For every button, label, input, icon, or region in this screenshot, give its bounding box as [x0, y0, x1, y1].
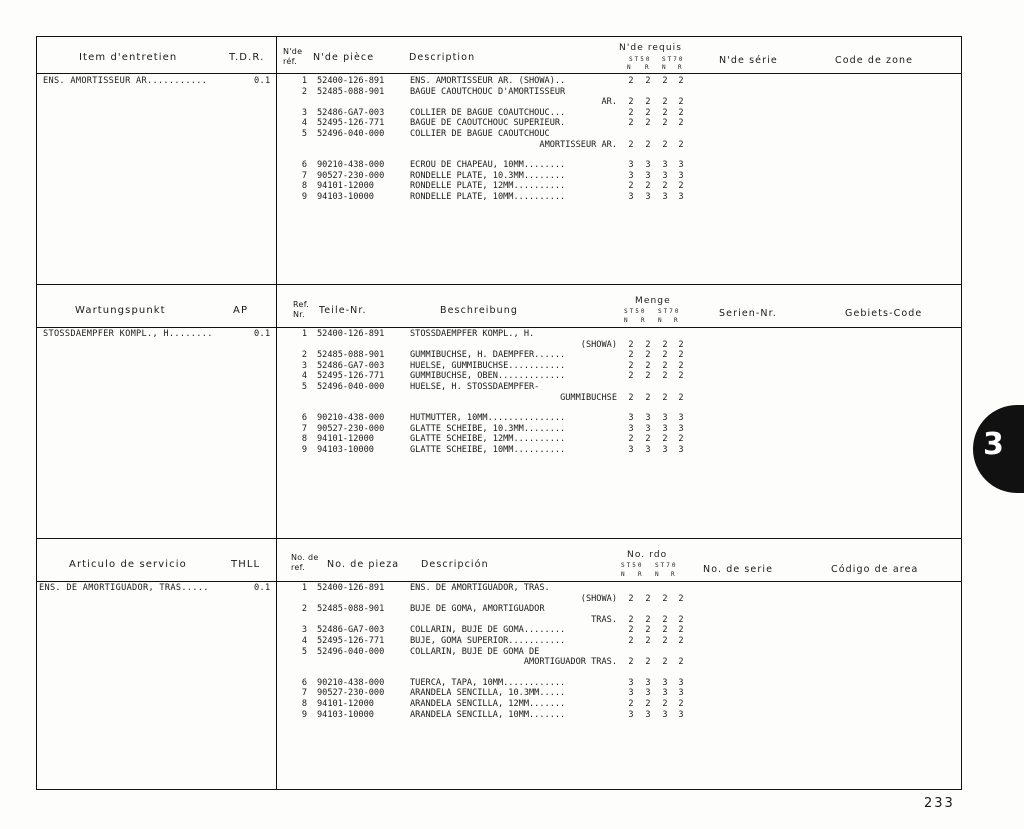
- part-description: BAGUE DE CAOUTCHOUC SUPERIEUR.: [410, 118, 566, 129]
- quantity-cell: 2: [628, 97, 634, 108]
- quantity-cell: 2: [662, 97, 668, 108]
- quantity-cell: 3: [678, 160, 684, 171]
- quantity-cell: 2: [645, 76, 651, 86]
- ref-number: 8: [301, 434, 307, 445]
- header-model-st50: ST50: [624, 308, 647, 315]
- header-code-r1: R: [645, 64, 651, 71]
- header-desc-label: Beschreibung: [440, 305, 519, 316]
- part-number: 52485-088-901: [317, 86, 385, 97]
- maintenance-value: 0.1: [254, 329, 271, 339]
- quantity-cell: 2: [678, 593, 684, 604]
- part-number: 52400-126-891: [317, 583, 385, 593]
- quantity-cell: 2: [645, 181, 651, 192]
- quantity-cell: 3: [628, 170, 634, 181]
- column-divider: [276, 37, 277, 789]
- header-code-r1: R: [638, 571, 644, 578]
- part-description: TUERCA, TAPA, 10MM............: [410, 677, 566, 688]
- quantity-cell: 2: [662, 139, 668, 150]
- ref-number: 6: [301, 413, 307, 424]
- quantity-cell: 2: [645, 593, 651, 604]
- part-description: GLATTE SCHEIBE, 10MM..........: [410, 444, 566, 455]
- quantity-cell: 2: [645, 360, 651, 371]
- quantity-cell: 3: [678, 413, 684, 424]
- part-description: TRAS.: [591, 614, 617, 625]
- header-ref-label-2: réf.: [283, 57, 298, 66]
- header-serial-label: Serien-Nr.: [719, 308, 777, 319]
- quantity-cell: 2: [645, 635, 651, 646]
- ref-number: 2: [301, 350, 307, 361]
- quantity-cell: 3: [678, 709, 684, 720]
- quantity-cell: 2: [628, 360, 634, 371]
- quantity-cell: 3: [645, 423, 651, 434]
- part-description: AR.: [601, 97, 617, 108]
- header-part-label: Teile-Nr.: [319, 305, 367, 316]
- quantity-cell: 2: [645, 657, 651, 668]
- part-description: ARANDELA SENCILLA, 10.3MM.....: [410, 688, 566, 699]
- quantity-cell: 2: [678, 181, 684, 192]
- header-code-r1: R: [641, 317, 647, 324]
- quantity-cell: 2: [678, 350, 684, 361]
- header-separator-es: [37, 581, 961, 582]
- ref-number: 6: [301, 160, 307, 171]
- header-code-n1: N: [627, 64, 633, 71]
- quantity-cell: 2: [662, 657, 668, 668]
- part-description: HUELSE, GUMMIBUCHSE...........: [410, 360, 566, 371]
- quantity-cell: 3: [628, 160, 634, 171]
- ref-number: 7: [301, 170, 307, 181]
- header-desc-label: Descripción: [421, 559, 489, 570]
- part-description: (SHOWA): [580, 593, 617, 604]
- quantity-cell: 2: [628, 698, 634, 709]
- quantity-cell: 3: [662, 444, 668, 455]
- part-number: 52495-126-771: [317, 118, 385, 129]
- header-part-label: N'de pièce: [313, 52, 375, 63]
- quantity-cell: 3: [662, 677, 668, 688]
- part-description: COLLIER DE BAGUE CAOUTCHOUC: [410, 128, 550, 139]
- header-desc-label: Description: [409, 52, 476, 63]
- quantity-cell: 3: [628, 413, 634, 424]
- quantity-cell: 3: [645, 709, 651, 720]
- header-separator-fr: [37, 73, 961, 74]
- header-model-st50: ST50: [629, 56, 652, 63]
- header-zone-label: Código de area: [831, 564, 919, 575]
- part-number: 94101-12000: [317, 434, 374, 445]
- part-number: 52486-GA7-003: [317, 625, 385, 636]
- quantity-cell: 2: [662, 614, 668, 625]
- quantity-cell: 2: [662, 434, 668, 445]
- part-description: ECROU DE CHAPEAU, 10MM........: [410, 160, 566, 171]
- part-description: BUJE, GOMA SUPERIOR...........: [410, 635, 566, 646]
- header-code-r2: R: [671, 571, 677, 578]
- part-description: ENS. AMORTISSEUR AR. (SHOWA)..: [410, 76, 566, 86]
- part-number: 52485-088-901: [317, 604, 385, 615]
- header-qty-label: No. rdo: [627, 550, 668, 560]
- quantity-cell: 2: [628, 434, 634, 445]
- part-number: 94103-10000: [317, 191, 374, 202]
- quantity-cell: 3: [678, 191, 684, 202]
- quantity-cell: 2: [678, 139, 684, 150]
- part-description: GLATTE SCHEIBE, 10.3MM........: [410, 423, 566, 434]
- part-number: 52400-126-891: [317, 329, 385, 339]
- quantity-cell: 2: [662, 118, 668, 129]
- quantity-cell: 2: [662, 593, 668, 604]
- ref-number: 8: [301, 698, 307, 709]
- part-description: ARANDELA SENCILLA, 12MM.......: [410, 698, 566, 709]
- quantity-cell: 3: [678, 688, 684, 699]
- quantity-cell: 2: [645, 392, 651, 403]
- header-ref-label-1: No. de: [291, 553, 319, 562]
- quantity-cell: 2: [678, 392, 684, 403]
- quantity-cell: 2: [645, 371, 651, 382]
- part-description: GUMMIBUCHSE, H. DAEMPFER......: [410, 350, 566, 361]
- quantity-cell: 2: [628, 614, 634, 625]
- part-number: 90527-230-000: [317, 423, 385, 434]
- header-code-r2: R: [678, 64, 684, 71]
- part-number: 52485-088-901: [317, 350, 385, 361]
- quantity-cell: 3: [662, 709, 668, 720]
- part-number: 94103-10000: [317, 444, 374, 455]
- maintenance-value: 0.1: [254, 583, 271, 593]
- quantity-cell: 3: [662, 170, 668, 181]
- ref-number: 6: [301, 677, 307, 688]
- header-part-label: No. de pieza: [327, 559, 400, 570]
- quantity-cell: 3: [678, 677, 684, 688]
- quantity-cell: 3: [628, 191, 634, 202]
- quantity-cell: 3: [645, 170, 651, 181]
- quantity-cell: 3: [628, 688, 634, 699]
- quantity-cell: 3: [662, 423, 668, 434]
- header-code-n1: N: [621, 571, 627, 578]
- part-number: 52400-126-891: [317, 76, 385, 86]
- part-number: 52486-GA7-003: [317, 360, 385, 371]
- part-number: 90210-438-000: [317, 677, 385, 688]
- quantity-cell: 2: [645, 118, 651, 129]
- ref-number: 4: [301, 118, 307, 129]
- header-tdr-label: THLL: [231, 559, 261, 570]
- maintenance-item: ENS. DE AMORTIGUADOR, TRAS.....: [39, 583, 209, 593]
- quantity-cell: 3: [678, 444, 684, 455]
- quantity-cell: 2: [628, 392, 634, 403]
- chapter-tab: [973, 405, 1024, 493]
- ref-number: 3: [301, 360, 307, 371]
- quantity-cell: 2: [645, 350, 651, 361]
- part-description: STOSSDAEMPFER KOMPL., H.: [410, 329, 535, 339]
- header-maint-label: Wartungspunkt: [75, 305, 166, 316]
- header-model-st70: ST70: [658, 308, 681, 315]
- quantity-cell: 2: [628, 139, 634, 150]
- ref-number: 5: [301, 381, 307, 392]
- ref-number: 3: [301, 107, 307, 118]
- quantity-cell: 2: [678, 657, 684, 668]
- part-description: RONDELLE PLATE, 12MM..........: [410, 181, 566, 192]
- header-zone-label: Code de zone: [835, 55, 914, 66]
- quantity-cell: 3: [662, 160, 668, 171]
- part-number: 94101-12000: [317, 181, 374, 192]
- quantity-cell: 2: [678, 339, 684, 350]
- ref-number: 2: [301, 86, 307, 97]
- part-description: COLLARIN, BUJE DE GOMA........: [410, 625, 566, 636]
- part-number: 52495-126-771: [317, 371, 385, 382]
- ref-number: 1: [301, 76, 307, 86]
- chapter-number: 3: [983, 427, 1004, 462]
- quantity-cell: 2: [662, 392, 668, 403]
- quantity-cell: 2: [645, 339, 651, 350]
- quantity-cell: 3: [662, 413, 668, 424]
- maintenance-item: ENS. AMORTISSEUR AR...........: [43, 76, 208, 86]
- quantity-cell: 2: [628, 181, 634, 192]
- part-description: HUELSE, H. STOSSDAEMPFER-: [410, 381, 540, 392]
- quantity-cell: 3: [645, 191, 651, 202]
- part-number: 52496-040-000: [317, 128, 385, 139]
- quantity-cell: 2: [678, 635, 684, 646]
- section-divider-es: [37, 538, 961, 539]
- ref-number: 5: [301, 646, 307, 657]
- part-description: COLLARIN, BUJE DE GOMA DE: [410, 646, 540, 657]
- ref-number: 3: [301, 625, 307, 636]
- quantity-cell: 3: [678, 170, 684, 181]
- header-serial-label: No. de serie: [703, 564, 774, 575]
- parts-table-frame: [36, 36, 962, 790]
- ref-number: 7: [301, 423, 307, 434]
- quantity-cell: 2: [628, 107, 634, 118]
- quantity-cell: 2: [628, 635, 634, 646]
- quantity-cell: 2: [628, 118, 634, 129]
- quantity-cell: 2: [662, 635, 668, 646]
- header-separator-de: [37, 327, 961, 328]
- quantity-cell: 3: [645, 160, 651, 171]
- maintenance-item: STOSSDAEMPFER KOMPL., H........: [43, 329, 213, 339]
- ref-number: 2: [301, 604, 307, 615]
- quantity-cell: 3: [628, 677, 634, 688]
- quantity-cell: 2: [662, 371, 668, 382]
- part-number: 94103-10000: [317, 709, 374, 720]
- part-description: RONDELLE PLATE, 10MM..........: [410, 191, 566, 202]
- quantity-cell: 3: [662, 191, 668, 202]
- maintenance-value: 0.1: [254, 76, 271, 86]
- ref-number: 9: [301, 709, 307, 720]
- header-ref-label-1: N'de: [283, 47, 303, 56]
- quantity-cell: 3: [662, 688, 668, 699]
- quantity-cell: 2: [645, 614, 651, 625]
- quantity-cell: 2: [628, 657, 634, 668]
- header-maint-label: Articulo de servicio: [69, 559, 187, 570]
- quantity-cell: 2: [645, 107, 651, 118]
- part-number: 52496-040-000: [317, 646, 385, 657]
- header-ref-label-2: Nr.: [293, 310, 305, 319]
- section-divider-de: [37, 284, 961, 285]
- header-tdr-label: T.D.R.: [229, 52, 265, 63]
- part-description: BUJE DE GOMA, AMORTIGUADOR: [410, 604, 545, 615]
- quantity-cell: 2: [662, 76, 668, 86]
- quantity-cell: 2: [628, 625, 634, 636]
- part-number: 90527-230-000: [317, 688, 385, 699]
- part-description: GUMMIBUCHSE: [560, 392, 617, 403]
- ref-number: 9: [301, 444, 307, 455]
- quantity-cell: 2: [678, 625, 684, 636]
- quantity-cell: 2: [678, 360, 684, 371]
- part-description: AMORTISSEUR AR.: [539, 139, 617, 150]
- quantity-cell: 2: [662, 625, 668, 636]
- ref-number: 7: [301, 688, 307, 699]
- quantity-cell: 2: [678, 107, 684, 118]
- quantity-cell: 2: [628, 371, 634, 382]
- header-tdr-label: AP: [233, 305, 249, 316]
- quantity-cell: 2: [645, 97, 651, 108]
- quantity-cell: 3: [645, 688, 651, 699]
- quantity-cell: 2: [645, 139, 651, 150]
- quantity-cell: 2: [678, 614, 684, 625]
- part-number: 90210-438-000: [317, 160, 385, 171]
- part-description: (SHOWA): [580, 339, 617, 350]
- part-description: RONDELLE PLATE, 10.3MM........: [410, 170, 566, 181]
- header-code-n1: N: [624, 317, 630, 324]
- ref-number: 1: [301, 329, 307, 339]
- quantity-cell: 3: [645, 677, 651, 688]
- ref-number: 4: [301, 635, 307, 646]
- header-zone-label: Gebiets-Code: [845, 308, 923, 319]
- quantity-cell: 2: [678, 118, 684, 129]
- header-ref-label-2: ref.: [291, 563, 306, 572]
- ref-number: 4: [301, 371, 307, 382]
- part-number: 94101-12000: [317, 698, 374, 709]
- part-number: 52495-126-771: [317, 635, 385, 646]
- quantity-cell: 2: [678, 371, 684, 382]
- ref-number: 9: [301, 191, 307, 202]
- header-code-r2: R: [674, 317, 680, 324]
- ref-number: 8: [301, 181, 307, 192]
- header-qty-label: Menge: [635, 296, 671, 306]
- part-number: 52496-040-000: [317, 381, 385, 392]
- header-code-n2: N: [662, 64, 668, 71]
- part-description: GLATTE SCHEIBE, 12MM..........: [410, 434, 566, 445]
- part-description: ENS. DE AMORTIGUADOR, TRAS.: [410, 583, 550, 593]
- quantity-cell: 2: [662, 360, 668, 371]
- header-model-st50: ST50: [621, 562, 644, 569]
- quantity-cell: 2: [662, 350, 668, 361]
- ref-number: 5: [301, 128, 307, 139]
- quantity-cell: 2: [662, 181, 668, 192]
- header-serial-label: N'de série: [719, 55, 778, 66]
- quantity-cell: 2: [628, 339, 634, 350]
- header-qty-label: N'de requis: [619, 43, 683, 53]
- part-number: 52486-GA7-003: [317, 107, 385, 118]
- header-maint-label: Item d'entretien: [79, 52, 178, 63]
- quantity-cell: 3: [645, 413, 651, 424]
- quantity-cell: 2: [645, 698, 651, 709]
- quantity-cell: 3: [628, 444, 634, 455]
- header-model-st70: ST70: [655, 562, 678, 569]
- page-number: 233: [924, 796, 955, 811]
- part-description: AMORTIGUADOR TRAS.: [523, 657, 617, 668]
- quantity-cell: 2: [662, 698, 668, 709]
- header-ref-label-1: Ref.: [293, 300, 310, 309]
- quantity-cell: 2: [628, 593, 634, 604]
- quantity-cell: 2: [645, 434, 651, 445]
- quantity-cell: 2: [678, 698, 684, 709]
- quantity-cell: 3: [678, 423, 684, 434]
- part-description: BAGUE CAOUTCHOUC D'AMORTISSEUR: [410, 86, 566, 97]
- quantity-cell: 2: [662, 107, 668, 118]
- quantity-cell: 3: [628, 709, 634, 720]
- quantity-cell: 3: [628, 423, 634, 434]
- part-description: HUTMUTTER, 10MM...............: [410, 413, 566, 424]
- header-code-n2: N: [655, 571, 661, 578]
- part-description: GUMMIBUCHSE, OBEN.............: [410, 371, 566, 382]
- ref-number: 1: [301, 583, 307, 593]
- quantity-cell: 2: [628, 350, 634, 361]
- part-number: 90210-438-000: [317, 413, 385, 424]
- quantity-cell: 3: [645, 444, 651, 455]
- quantity-cell: 2: [628, 76, 634, 86]
- header-model-st70: ST70: [662, 56, 685, 63]
- quantity-cell: 2: [645, 625, 651, 636]
- quantity-cell: 2: [678, 434, 684, 445]
- quantity-cell: 2: [678, 76, 684, 86]
- header-code-n2: N: [658, 317, 664, 324]
- quantity-cell: 2: [662, 339, 668, 350]
- part-number: 90527-230-000: [317, 170, 385, 181]
- quantity-cell: 2: [678, 97, 684, 108]
- part-description: COLLIER DE BAGUE COAUTCHOUC...: [410, 107, 566, 118]
- part-description: ARANDELA SENCILLA, 10MM.......: [410, 709, 566, 720]
